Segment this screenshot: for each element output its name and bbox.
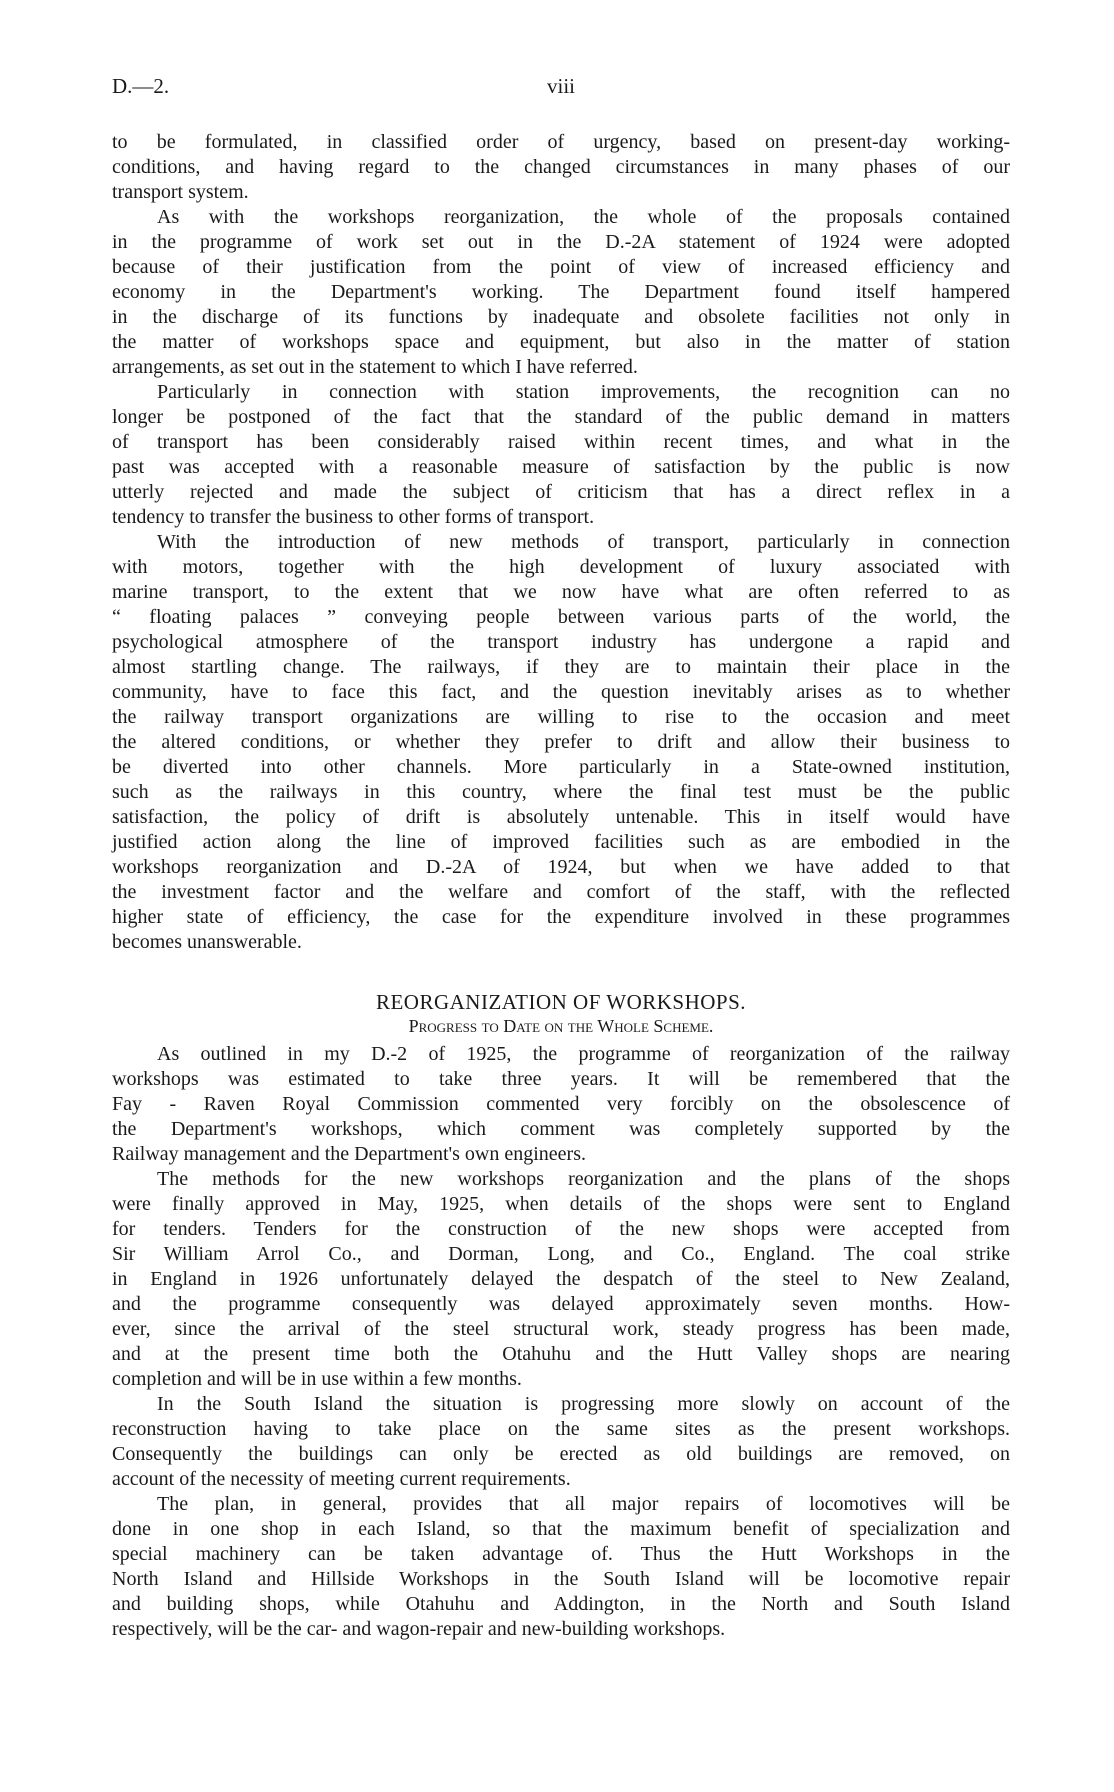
paragraph-line: longer be postponed of the fact that the standard of the public demand in matters xyxy=(112,406,1010,428)
paragraph-line: ever, since the arrival of the steel structural work, steady progress has been made, xyxy=(112,1318,1010,1340)
paragraph-line: account of the necessity of meeting current requirements. xyxy=(112,1468,571,1490)
page-header xyxy=(112,74,1010,104)
paragraph-line: justified action along the line of improved facilities such as are embodied in the xyxy=(112,831,1010,853)
paragraph-line: be diverted into other channels. More particularly in a State-owned institution, xyxy=(112,756,1010,778)
paragraph-line: arrangements, as set out in the statement to which I have referred. xyxy=(112,356,638,378)
paragraph-line: becomes unanswerable. xyxy=(112,931,302,953)
paragraph-line: the investment factor and the welfare and comfort of the staff, with the reflected xyxy=(112,881,1010,903)
paragraph-line: completion and will be in use within a few months. xyxy=(112,1368,522,1390)
paragraph-line: the matter of workshops space and equipment, but also in the matter of station xyxy=(112,331,1010,353)
paragraph-line: higher state of efficiency, the case for the expenditure involved in these programmes xyxy=(112,906,1010,928)
paragraph-line: North Island and Hillside Workshops in the South Island will be locomotive repair xyxy=(112,1568,1010,1590)
paragraph-line: workshops reorganization and D.-2A of 1924, but when we have added to that xyxy=(112,856,1010,878)
paragraph-line: such as the railways in this country, where the final test must be the public xyxy=(112,781,1010,803)
paragraph-line: reconstruction having to take place on the same sites as the present workshops. xyxy=(112,1418,1010,1440)
paragraph-line: of transport has been considerably raised within recent times, and what in the xyxy=(112,431,1010,453)
paragraph-line: because of their justification from the point of view of increased efficiency and xyxy=(112,256,1010,278)
paragraph-line: The plan, in general, provides that all major repairs of locomotives will be xyxy=(157,1493,1010,1515)
paragraph-line: the altered conditions, or whether they prefer to drift and allow their business to xyxy=(112,731,1010,753)
paragraph-line: Consequently the buildings can only be erected as old buildings are removed, on xyxy=(112,1443,1010,1465)
paragraph-line: were finally approved in May, 1925, when details of the shops were sent to England xyxy=(112,1193,1010,1215)
paragraph-line: respectively, will be the car- and wagon-repair and new-building workshops. xyxy=(112,1618,726,1640)
paragraph-line: Fay - Raven Royal Commission commented very forcibly on the obsolescence of xyxy=(112,1093,1010,1115)
section-heading: REORGANIZATION OF WORKSHOPS. xyxy=(375,990,747,1014)
paragraph-line: As with the workshops reorganization, the whole of the proposals contained xyxy=(157,206,1010,228)
paragraph-line: conditions, and having regard to the changed circumstances in many phases of our xyxy=(112,156,1010,178)
paragraph-line: utterly rejected and made the subject of criticism that has a direct reflex in a xyxy=(112,481,1010,503)
paragraph-line: to be formulated, in classified order of urgency, based on present-day working- xyxy=(112,131,1010,153)
paragraph-line: transport system. xyxy=(112,181,249,203)
paragraph-line: in the discharge of its functions by inadequate and obsolete facilities not only in xyxy=(112,306,1010,328)
paragraph-line: “ floating palaces ” conveying people between various parts of the world, the xyxy=(112,606,1010,628)
section-body-intro xyxy=(112,130,1010,955)
paragraph-line: satisfaction, the policy of drift is absolutely untenable. This in itself would have xyxy=(112,806,1010,828)
section-subheading: Progress to Date on the Whole Scheme. xyxy=(408,1016,714,1036)
paragraph-line: Railway management and the Department's own engineers. xyxy=(112,1143,587,1165)
section-body-workshops xyxy=(112,1042,1010,1642)
paragraph-line: and the programme consequently was delayed approximately seven months. How- xyxy=(112,1293,1010,1315)
paragraph-line: With the introduction of new methods of transport, particularly in connection xyxy=(157,531,1010,553)
paragraph-line: special machinery can be taken advantage of. Thus the Hutt Workshops in the xyxy=(112,1543,1010,1565)
paragraph-line: in the programme of work set out in the D.-2A statement of 1924 were adopted xyxy=(112,231,1010,253)
paragraph-line: Particularly in connection with station improvements, the recognition can no xyxy=(157,381,1010,403)
paragraph-line: economy in the Department's working. The Department found itself hampered xyxy=(112,281,1010,303)
document-reference: D.—2. xyxy=(112,74,170,98)
paragraph-line: with motors, together with the high development of luxury associated with xyxy=(112,556,1010,578)
paragraph-line: The methods for the new workshops reorganization and the plans of the shops xyxy=(157,1168,1010,1190)
page-number: viii xyxy=(546,74,575,98)
paragraph-line: almost startling change. The railways, if they are to maintain their place in the xyxy=(112,656,1010,678)
paragraph-line: tendency to transfer the business to other forms of transport. xyxy=(112,506,595,528)
paragraph-line: the railway transport organizations are willing to rise to the occasion and meet xyxy=(112,706,1010,728)
paragraph-line: marine transport, to the extent that we now have what are often referred to as xyxy=(112,581,1010,603)
paragraph-line: for tenders. Tenders for the construction of the new shops were accepted from xyxy=(112,1218,1010,1240)
paragraph-line: workshops was estimated to take three years. It will be remembered that the xyxy=(112,1068,1010,1090)
paragraph-line: in England in 1926 unfortunately delayed the despatch of the steel to New Zealand, xyxy=(112,1268,1010,1290)
paragraph-line: As outlined in my D.-2 of 1925, the programme of reorganization of the railway xyxy=(157,1043,1010,1065)
paragraph-line: community, have to face this fact, and the question inevitably arises as to whether xyxy=(112,681,1010,703)
paragraph-line: past was accepted with a reasonable measure of satisfaction by the public is now xyxy=(112,456,1010,478)
paragraph-line: psychological atmosphere of the transport industry has undergone a rapid and xyxy=(112,631,1010,653)
paragraph-line: the Department's workshops, which comment was completely supported by the xyxy=(112,1118,1010,1140)
paragraph-line: In the South Island the situation is progressing more slowly on account of the xyxy=(157,1393,1010,1415)
paragraph-line: done in one shop in each Island, so that the maximum benefit of specialization and xyxy=(112,1518,1010,1540)
paragraph-line: Sir William Arrol Co., and Dorman, Long, and Co., England. The coal strike xyxy=(112,1243,1010,1265)
paragraph-line: and building shops, while Otahuhu and Addington, in the North and South Island xyxy=(112,1593,1010,1615)
paragraph-line: and at the present time both the Otahuhu and the Hutt Valley shops are nearing xyxy=(112,1343,1010,1365)
